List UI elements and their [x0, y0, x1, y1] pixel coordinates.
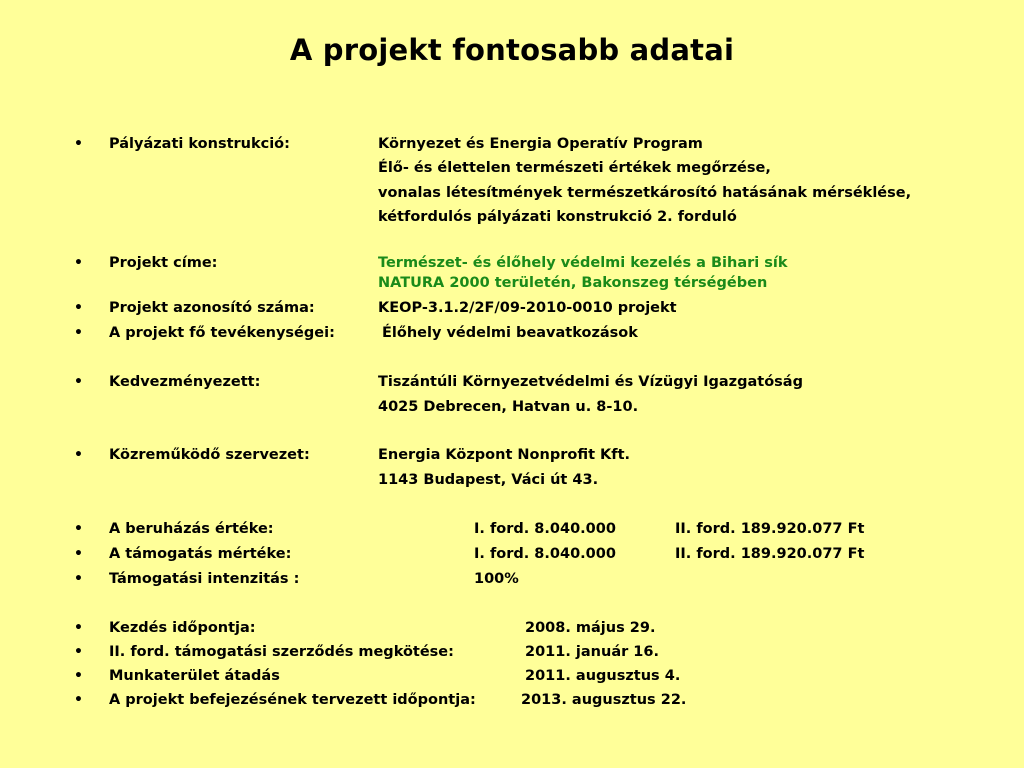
label-konstrukcio: Pályázati konstrukció: [109, 136, 290, 152]
bullet: • [74, 571, 83, 587]
value-tamogatas-ford1: I. ford. 8.040.000 [474, 546, 616, 562]
value-kedvezmenyezett-2: 4025 Debrecen, Hatvan u. 8-10. [378, 399, 639, 415]
bullet: • [74, 546, 83, 562]
value-cim-1: Természet- és élőhely védelmi kezelés a Bihari sík [378, 255, 788, 271]
label-cim: Projekt címe: [109, 255, 218, 271]
value-beruhazas-ford1: I. ford. 8.040.000 [474, 521, 616, 537]
slide-title: A projekt fontosabb adatai [289, 33, 735, 67]
value-tevekenyseg: Élőhely védelmi beavatkozások [382, 325, 638, 341]
bullet: • [74, 447, 83, 463]
label-tevekenyseg: A projekt fő tevékenységei: [109, 325, 335, 341]
bullet: • [74, 136, 83, 152]
value-cim-2: NATURA 2000 területén, Bakonszeg térségében [378, 275, 768, 291]
label-kezdes: Kezdés időpontja: [109, 620, 256, 636]
bullet: • [74, 521, 83, 537]
value-szerzodes: 2011. január 16. [525, 644, 659, 660]
value-befejezes: 2013. augusztus 22. [521, 692, 687, 708]
label-azonosito: Projekt azonosító száma: [109, 300, 315, 316]
value-tamogatas-ford2: II. ford. 189.920.077 Ft [675, 546, 865, 562]
bullet: • [74, 644, 83, 660]
bullet: • [74, 374, 83, 390]
value-beruhazas-ford2: II. ford. 189.920.077 Ft [675, 521, 865, 537]
value-azonosito: KEOP-3.1.2/2F/09-2010-0010 projekt [378, 300, 677, 316]
value-konstrukcio-4: kétfordulós pályázati konstrukció 2. forduló [378, 209, 737, 225]
label-befejezes: A projekt befejezésének tervezett időpontja: [109, 692, 476, 708]
value-kozremukodo-1: Energia Központ Nonprofit Kft. [378, 447, 631, 463]
bullet: • [74, 620, 83, 636]
value-kedvezmenyezett-1: Tiszántúli Környezetvédelmi és Vízügyi Igazgatóság [378, 374, 803, 390]
bullet: • [74, 692, 83, 708]
label-intenzitas: Támogatási intenzitás : [109, 571, 300, 587]
bullet: • [74, 668, 83, 684]
value-konstrukcio-3: vonalas létesítmények természetkárosító hatásának mérséklése, [378, 185, 912, 201]
value-konstrukcio-1: Környezet és Energia Operatív Program [378, 136, 703, 152]
label-kedvezmenyezett: Kedvezményezett: [109, 374, 261, 390]
value-kozremukodo-2: 1143 Budapest, Váci út 43. [378, 472, 599, 488]
value-munkaterulet: 2011. augusztus 4. [525, 668, 681, 684]
bullet: • [74, 255, 83, 271]
label-tamogatas: A támogatás mértéke: [109, 546, 292, 562]
bullet: • [74, 325, 83, 341]
label-kozremukodo: Közreműködő szervezet: [109, 447, 310, 463]
bullet: • [74, 300, 83, 316]
value-intenzitas: 100% [474, 571, 519, 587]
label-munkaterulet: Munkaterület átadás [109, 668, 280, 684]
label-szerzodes: II. ford. támogatási szerződés megkötése: [109, 644, 454, 660]
value-konstrukcio-2: Élő- és élettelen természeti értékek megőrzése, [378, 160, 771, 176]
value-kezdes: 2008. május 29. [525, 620, 656, 636]
label-beruhazas: A beruházás értéke: [109, 521, 274, 537]
